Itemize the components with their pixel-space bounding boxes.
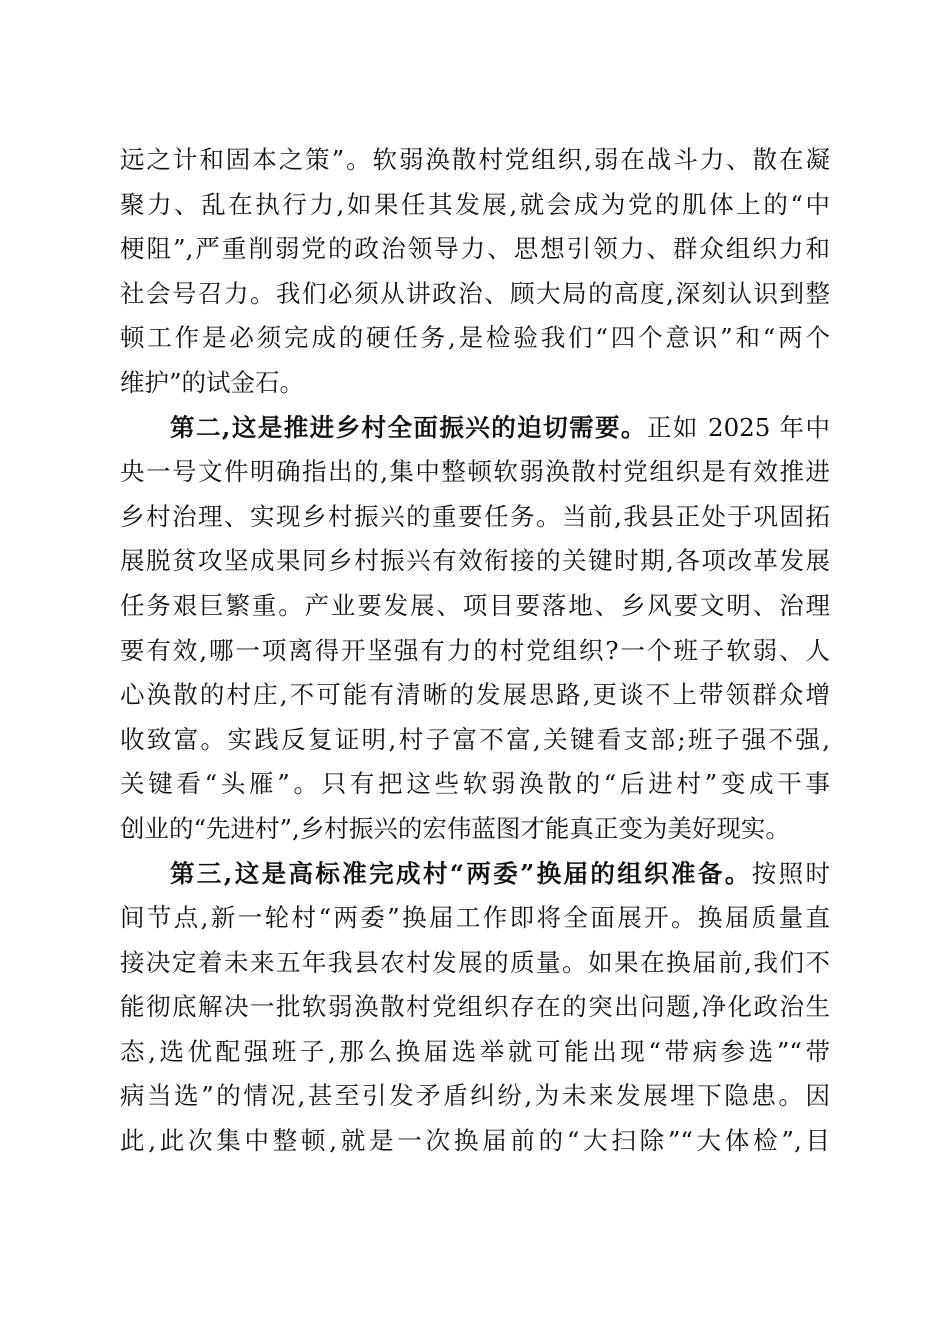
text-line: 任务艰巨繁重。产业要发展、项目要落地、乡风要文明、治理 (120, 590, 830, 620)
text-line: 维护”的试金石。 (120, 367, 305, 397)
text-line: 创业的“先进村”,乡村振兴的宏伟蓝图才能真正变为美好现实。 (120, 813, 790, 843)
paragraph-heading-line (120, 852, 830, 897)
text-fragment: 正如 2025 年中 (646, 412, 830, 442)
text-line: 此,此次集中整顿,就是一次换届前的“大扫除”“大体检”,目 (120, 1126, 830, 1156)
text-line: 乡村治理、实现乡村振兴的重要任务。当前,我县正处于巩固拓 (120, 501, 830, 531)
text-line: 聚力、乱在执行力,如果任其发展,就会成为党的肌体上的“中 (120, 189, 830, 219)
text-fragment: 按照时 (751, 858, 830, 888)
text-line: 社会号召力。我们必须从讲政治、顾大局的高度,深刻认识到整 (120, 278, 830, 308)
text-line: 关键看“头雁”。只有把这些软弱涣散的“后进村”变成干事 (120, 769, 830, 799)
paragraph-lead-heading: 第二,这是推进乡村全面振兴的迫切需要。 (170, 412, 647, 442)
text-line: 态,选优配强班子,那么换届选举就可能出现“带病参选”“带 (120, 1036, 830, 1066)
text-line: 梗阻”,严重削弱党的政治领导力、思想引领力、群众组织力和 (120, 234, 830, 264)
text-line: 要有效,哪一项离得开坚强有力的村党组织?一个班子软弱、人 (120, 635, 830, 665)
text-line: 病当选”的情况,甚至引发矛盾纠纷,为未来发展埋下隐患。因 (120, 1081, 830, 1111)
body-text (120, 138, 830, 1164)
text-line: 心涣散的村庄,不可能有清晰的发展思路,更谈不上带领群众增 (120, 680, 830, 710)
text-line: 顿工作是必须完成的硬任务,是检验我们“四个意识”和“两个 (120, 323, 830, 353)
text-line: 间节点,新一轮村“两委”换届工作即将全面展开。换届质量直 (120, 903, 830, 933)
text-line: 能彻底解决一批软弱涣散村党组织存在的突出问题,净化政治生 (120, 992, 830, 1022)
text-line: 接决定着未来五年我县农村发展的质量。如果在换届前,我们不 (120, 947, 830, 977)
paragraph-heading-line (120, 406, 830, 451)
text-line: 收致富。实践反复证明,村子富不富,关键看支部;班子强不强, (120, 724, 830, 754)
text-line: 展脱贫攻坚成果同乡村振兴有效衔接的关键时期,各项改革发展 (120, 546, 830, 576)
text-line: 央一号文件明确指出的,集中整顿软弱涣散村党组织是有效推进 (120, 457, 830, 487)
paragraph-lead-heading: 第三,这是高标准完成村“两委”换届的组织准备。 (170, 858, 752, 888)
text-line: 远之计和固本之策”。软弱涣散村党组织,弱在战斗力、散在凝 (120, 145, 830, 174)
